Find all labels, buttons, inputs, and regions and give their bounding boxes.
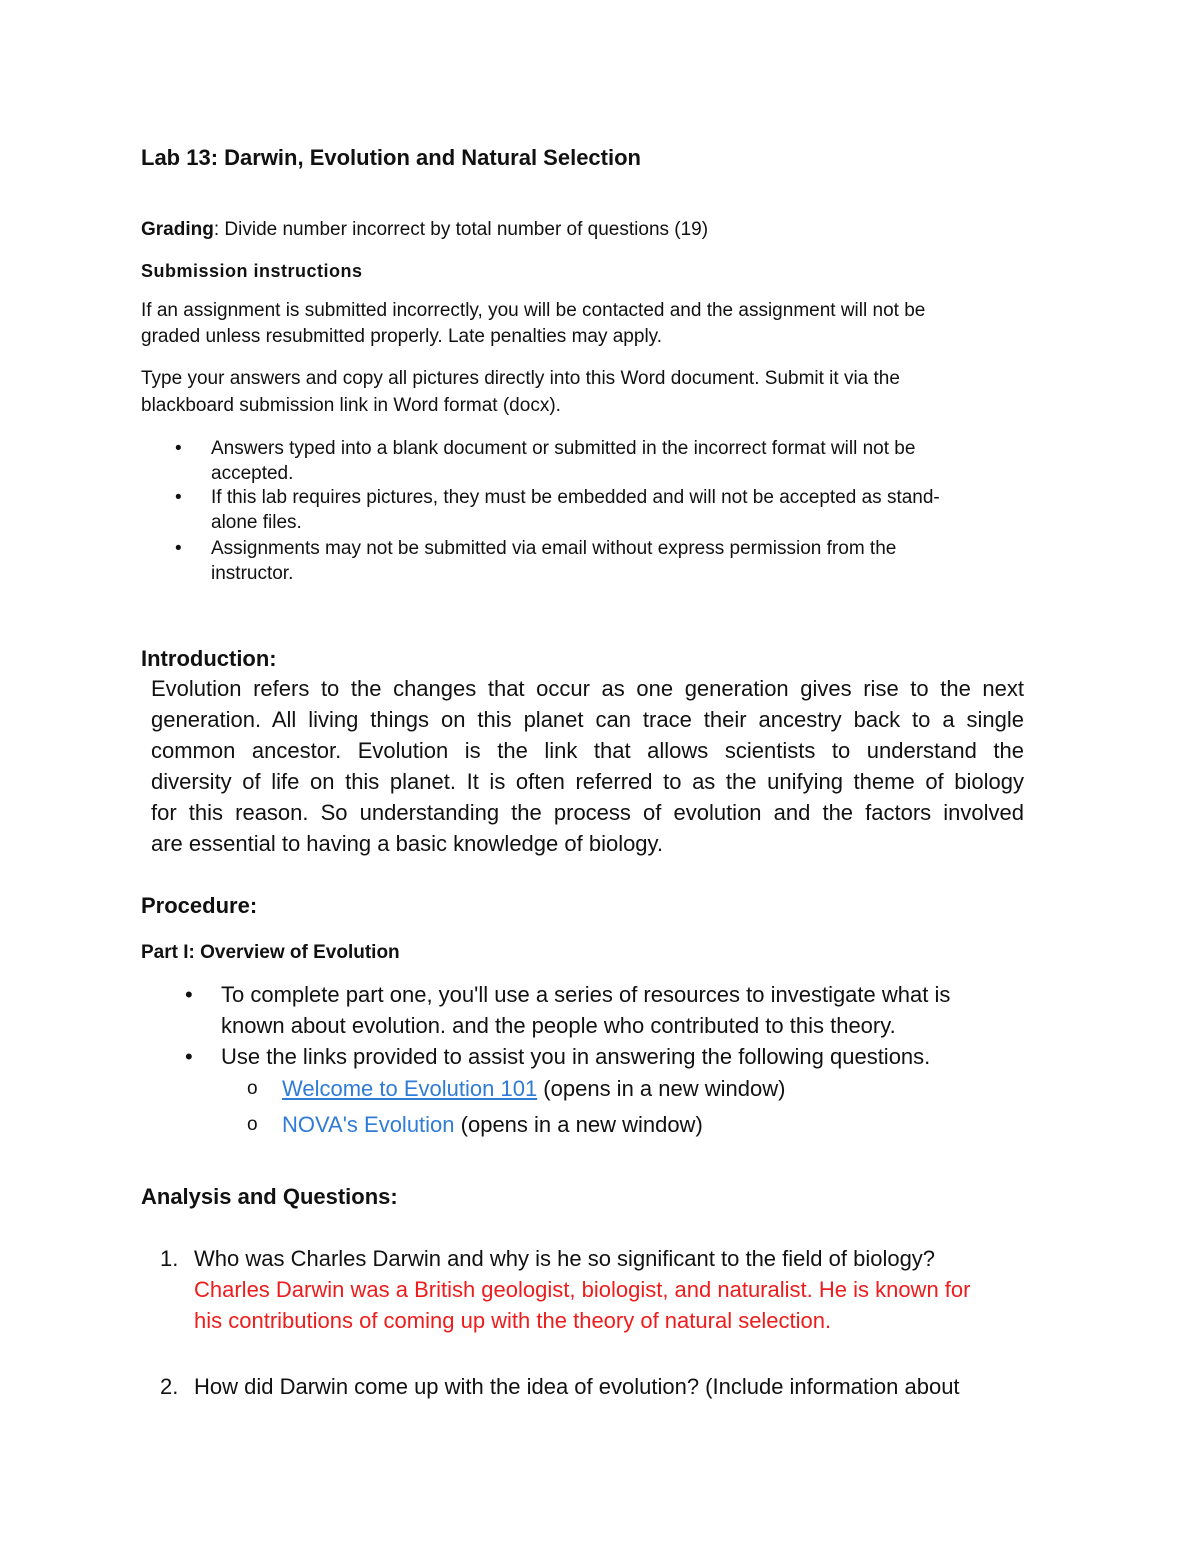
- question-text: Who was Charles Darwin and why is he so significant to the field of biology?: [194, 1246, 936, 1271]
- procedure-bullet-line: To complete part one, you'll use a series of resources to investigate what is: [221, 982, 951, 1007]
- bullet-icon: •: [175, 538, 182, 559]
- bullet-icon: •: [185, 1044, 193, 1069]
- submission-para2-line: Type your answers and copy all pictures directly into this Word document. Submit it via the: [141, 368, 900, 389]
- submission-bullet-line: If this lab requires pictures, they must be embedded and will not be accepted as stand-: [211, 487, 940, 508]
- submission-bullet-line: Assignments may not be submitted via email without express permission from the: [211, 538, 897, 559]
- submission-para2-line: blackboard submission link in Word format (docx).: [141, 395, 561, 416]
- question-number: 2.: [160, 1374, 179, 1399]
- question-number: 1.: [160, 1246, 179, 1271]
- nova-evolution-link[interactable]: NOVA's Evolution: [282, 1112, 455, 1137]
- grading-line: [141, 220, 708, 239]
- link-line: [282, 1114, 703, 1136]
- procedure-heading: Procedure:: [141, 893, 258, 918]
- answer-line: Charles Darwin was a British geologist, biologist, and naturalist. He is known for: [194, 1277, 971, 1302]
- analysis-heading: Analysis and Questions:: [141, 1184, 398, 1209]
- circle-bullet-icon: o: [247, 1078, 258, 1099]
- answer-line: his contributions of coming up with the theory of natural selection.: [194, 1308, 832, 1333]
- submission-para1-line: If an assignment is submitted incorrectly, you will be contacted and the assignment will not be: [141, 300, 926, 321]
- intro-line: diversity of life on this planet. It is often referred to as the unifying theme of biology: [151, 769, 1024, 794]
- introduction-heading: Introduction:: [141, 646, 277, 671]
- submission-bullet-line: instructor.: [211, 563, 294, 584]
- link-line: [282, 1078, 785, 1100]
- intro-line: common ancestor. Evolution is the link that allows scientists to understand the: [151, 738, 1024, 763]
- submission-heading: Submission instructions: [141, 261, 363, 281]
- intro-line: Evolution refers to the changes that occur as one generation gives rise to the next: [151, 676, 1024, 701]
- intro-line: are essential to having a basic knowledge of biology.: [151, 831, 664, 856]
- bullet-icon: •: [185, 982, 193, 1007]
- bullet-icon: •: [175, 487, 182, 508]
- bullet-icon: •: [175, 438, 182, 459]
- document-title: Lab 13: Darwin, Evolution and Natural Selection: [141, 145, 641, 170]
- part1-heading: Part I: Overview of Evolution: [141, 942, 400, 963]
- intro-line: generation. All living things on this planet can trace their ancestry back to a single: [151, 707, 1024, 732]
- intro-line: for this reason. So understanding the process of evolution and the factors involved: [151, 800, 1024, 825]
- link-suffix: (opens in a new window): [537, 1076, 786, 1101]
- procedure-bullet-line: known about evolution. and the people who contributed to this theory.: [221, 1013, 896, 1038]
- grading-label: Grading: [141, 219, 214, 240]
- question-text: How did Darwin come up with the idea of evolution? (Include information about: [194, 1374, 960, 1399]
- submission-bullet-line: Answers typed into a blank document or submitted in the incorrect format will not be: [211, 438, 916, 459]
- submission-para1-line: graded unless resubmitted properly. Late penalties may apply.: [141, 326, 663, 347]
- submission-bullet-line: accepted.: [211, 463, 294, 484]
- procedure-bullet-line: Use the links provided to assist you in answering the following questions.: [221, 1044, 931, 1069]
- circle-bullet-icon: o: [247, 1114, 258, 1135]
- evolution-101-link[interactable]: Welcome to Evolution 101: [282, 1076, 538, 1101]
- grading-text: : Divide number incorrect by total number of questions (19): [213, 219, 709, 240]
- link-suffix: (opens in a new window): [454, 1112, 703, 1137]
- submission-bullet-line: alone files.: [211, 512, 302, 533]
